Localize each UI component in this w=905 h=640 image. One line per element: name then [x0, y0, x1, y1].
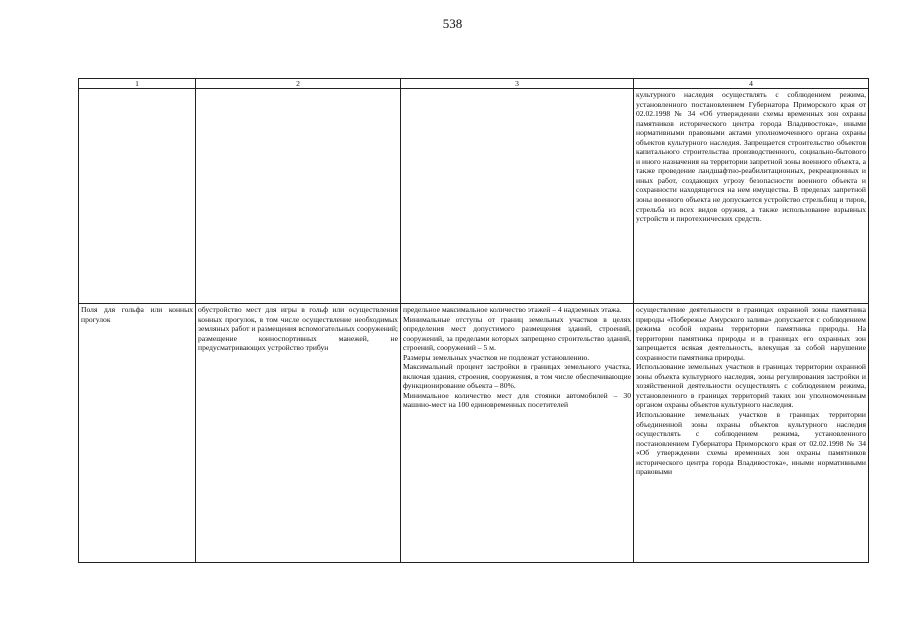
table-cell-description: обустройство мест для игры в гольф или осуществления конных прогулок, в том числе осуществление необходимых земляных работ и размещения вспомогательных сооружений; размещение конноспортивных манежей, не предусматривающих устройство трибун: [196, 304, 401, 563]
parameter-paragraph: предельное максимальное количество этажей – 4 надземных этажа.: [403, 305, 622, 314]
column-number-3: 3: [401, 79, 634, 89]
parameter-paragraph: Максимальный процент застройки в границах земельного участка, включая здания, строения, сооружения, в том числе обеспечивающие функционирование объекта – 80%.: [403, 362, 631, 391]
page-number: 538: [442, 16, 463, 31]
table-cell-description: [196, 89, 401, 304]
table-cell-parameters: [401, 89, 634, 304]
regulations-table: [78, 78, 869, 563]
column-number-1: 1: [79, 79, 196, 89]
column-number-2: 2: [196, 79, 401, 89]
column-number-row: [79, 79, 869, 89]
table-cell-restrictions: [634, 89, 869, 304]
parameter-paragraph: Размеры земельных участков не подлежат установлению.: [403, 352, 590, 362]
restrictions-paragraph: Использование земельных участков в границах территории охранной зоны объекта культурного наследия, зоны регулирования застройки и хозяйственной деятельности осуществлять с соблюдением режима, установленного в границах территорий таких зон уполномоченным органом охраны объектов культурного наследия.: [636, 362, 866, 410]
table-cell-parameters: [401, 304, 634, 563]
table-row: [79, 304, 869, 563]
parameter-paragraph: Минимальные отступы от границ земельных участков в целях определения мест допустимого размещения зданий, строений, сооружений, за пределами которых запрещено строительство зданий, строений, сооружений – 5 м.: [403, 314, 631, 353]
table-row: [79, 89, 869, 304]
column-number-4: 4: [634, 79, 869, 89]
restrictions-paragraph: осуществление деятельности в границах охранной зоны памятника природы «Побережье Амурского залива» допускается с соблюдением режима особой охраны территории памятника природы. На территории памятника природы и в границах его охранных зон запрещается всякая деятельность, влекущая за собой нарушение сохранности памятника природы.: [636, 305, 866, 362]
table-cell-use-type: [79, 89, 196, 304]
table-cell-restrictions: [634, 304, 869, 563]
parameter-paragraph: Минимальное количество мест для стоянки автомобилей – 30 машино-мест на 100 единовременных посетителей: [403, 390, 631, 410]
restrictions-paragraph: Использование земельных участков в границах территории объединенной зоны охраны объектов культурного наследия осуществлять с соблюдением режима, установленного постановлением Губернатора Приморского края от 02.02.1998 № 34 «Об утверждении схемы временных зон охраны памятников исторического центра города Владивостока», иными нормативными правовыми: [636, 410, 866, 477]
restrictions-paragraph: культурного наследия осуществлять с соблюдением режима, установленного постановлением Губернатора Приморского края от 02.02.1998 № 34 «Об утверждении схемы временных зон охраны памятников исторического центра города Владивостока», иными нормативными правовыми актами уполномоченного органа охраны объектов культурного наследия. Запрещается строительство объектов капитального строительства производственного, социально-бытового и иного назначения на территории запретной зоны военного объекта, а также проведение ландшафтно-реабилитационных, рекреационных и иных работ, создающих угрозу безопасности военного объекта и сохранности находящегося на нем имущества. В пределах запретной зоны военного объекта не допускается устройство стрельбищ и тиров, стрельба из всех видов оружия, а также использование взрывных устройств и пиротехнических средств.: [636, 90, 866, 224]
table-cell-use-type: Поля для гольфа или конных прогулок: [79, 304, 196, 563]
